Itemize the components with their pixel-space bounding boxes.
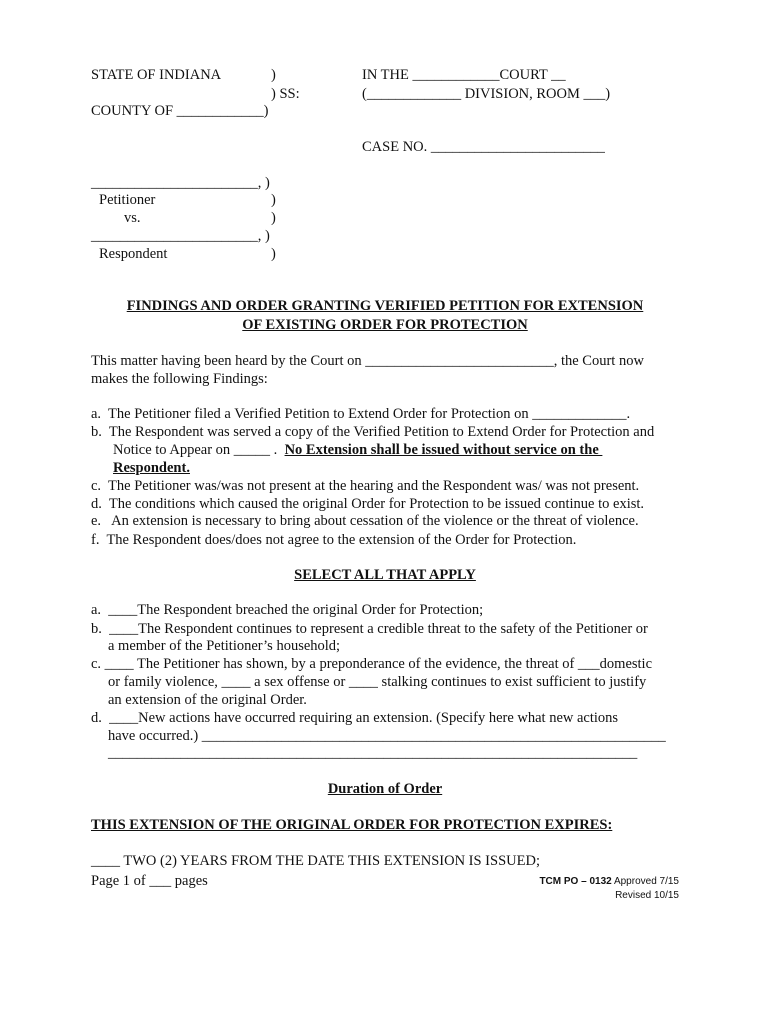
form-revised-date: Revised 10/15 [615, 890, 679, 901]
select-item-a: a. ____The Respondent breached the original Order for Protection; [91, 602, 484, 618]
finding-c: c. The Petitioner was/was not present at the hearing and the Respondent was/ was not present. [91, 478, 640, 494]
finding-d: d. The conditions which caused the original Order for Protection to be issued continue to exist. [91, 496, 645, 512]
expires-heading: THIS EXTENSION OF THE ORIGINAL ORDER FOR PROTECTION EXPIRES: [91, 817, 613, 833]
respondent-label: Respondent [99, 246, 168, 262]
select-item-d-continued: have occurred.) ________________________________________________________________ [108, 728, 666, 744]
petitioner-line: _______________________, ) [91, 175, 270, 191]
case-number: CASE NO. ________________________ [362, 139, 605, 155]
finding-b: b. The Respondent was served a copy of the Verified Petition to Extend Order for Protection and [91, 424, 655, 440]
petitioner-label: Petitioner [99, 192, 156, 208]
ss-label: ) SS: [271, 86, 300, 102]
respondent-line: _______________________, ) [91, 228, 270, 244]
select-item-c-continued: an extension of the original Order. [108, 692, 307, 708]
select-item-b: b. ____The Respondent continues to represent a credible threat to the safety of the Petitioner or [91, 621, 648, 637]
document-title-line-2: OF EXISTING ORDER FOR PROTECTION [242, 317, 528, 333]
court-label: IN THE ____________COURT __ [362, 67, 566, 83]
county-label: COUNTY OF ____________) [91, 103, 269, 119]
select-item-d: d. ____New actions have occurred requiring an extension. (Specify here what new actions [91, 710, 619, 726]
versus-label: vs. [124, 210, 141, 226]
document-title-line-1: FINDINGS AND ORDER GRANTING VERIFIED PETITION FOR EXTENSION [126, 298, 644, 314]
select-item-c-continued: or family violence, ____ a sex offense or ____ stalking continues to exist sufficient to justify [108, 674, 647, 690]
form-code [539, 876, 679, 888]
select-item-c: c. ____ The Petitioner has shown, by a preponderance of the evidence, the threat of ___domestic [91, 656, 653, 672]
state-paren: ) [271, 67, 276, 83]
finding-e: e. An extension is necessary to bring about cessation of the violence or the threat of violence. [91, 513, 639, 529]
duration-heading: Duration of Order [327, 781, 443, 797]
page-number: Page 1 of ___ pages [91, 873, 208, 889]
form-approved-date: Approved 7/15 [611, 876, 679, 887]
service-warning: No Extension shall be issued without service on the [284, 442, 603, 458]
service-warning-continued: Respondent. [113, 460, 190, 476]
finding-f: f. The Respondent does/does not agree to the extension of the Order for Protection. [91, 532, 577, 548]
select-item-b-continued: a member of the Petitioner’s household; [108, 638, 341, 654]
division-label: (_____________ DIVISION, ROOM ___) [362, 86, 611, 102]
finding-a: a. The Petitioner filed a Verified Petition to Extend Order for Protection on _____________. [91, 406, 631, 422]
select-item-d-blank-line: _________________________________________________________________________ [108, 745, 638, 761]
form-code-id: TCM PO – 0132 [539, 876, 612, 887]
notice-to-appear-text: Notice to Appear on _____ . [113, 442, 285, 458]
state-label: STATE OF INDIANA [91, 67, 222, 83]
caption-paren: ) [271, 210, 276, 226]
caption-paren: ) [271, 246, 276, 262]
finding-b-continued [113, 441, 602, 459]
caption-paren: ) [271, 192, 276, 208]
option-two-years: ____ TWO (2) YEARS FROM THE DATE THIS EXTENSION IS ISSUED; [91, 853, 540, 869]
intro-line-2: makes the following Findings: [91, 371, 268, 387]
select-all-heading: SELECT ALL THAT APPLY [294, 567, 476, 583]
intro-line-1: This matter having been heard by the Court on __________________________, the Court now [91, 353, 644, 369]
